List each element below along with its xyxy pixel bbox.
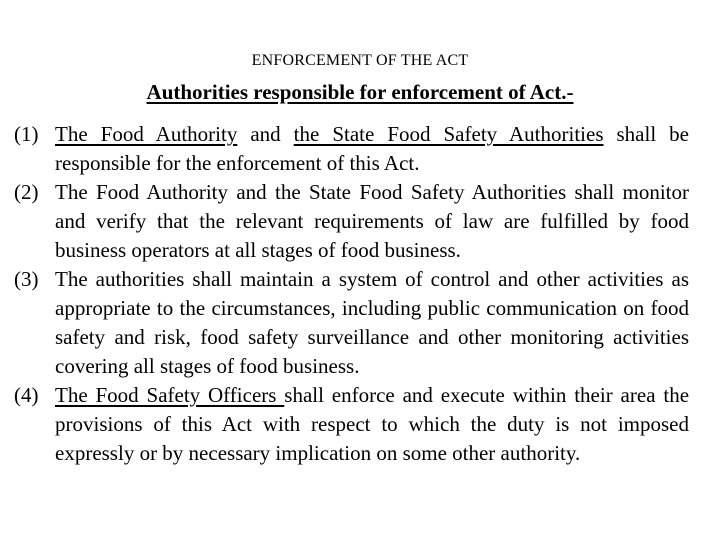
provision-number-1: (1): [14, 122, 39, 146]
provision-list: [14, 120, 689, 468]
document-subheading: Authorities responsible for enforcement of Act.-: [146, 80, 574, 104]
provision-item-1: [14, 120, 689, 178]
document-heading: ENFORCEMENT OF THE ACT: [251, 52, 469, 69]
provision-3-text: The authorities shall maintain a system of control and other activities as appropriate to the circumstances, including public communication on food safety and risk, food safety surveillance and other monitoring activities covering all stages of food business.: [55, 267, 689, 378]
provision-item-2: [14, 178, 689, 265]
provision-number-4: (4): [14, 383, 39, 407]
provision-4-text: shall enforce and execute within their area the provisions of this Act with respect to which the duty is not imposed expressly or by necessary implication on some other authority.: [55, 383, 690, 465]
provision-number-3: (3): [14, 267, 39, 291]
provision-1-text: shall be responsible for the enforcement of this Act.: [55, 122, 689, 175]
food-authority-term: The Food Authority: [55, 122, 238, 146]
provision-item-3: [14, 265, 689, 381]
provision-2-text: The Food Authority and the State Food Safety Authorities shall monitor and verify that the relevant requirements of law are fulfilled by food business operators at all stages of food business.: [55, 180, 689, 262]
provision-number-2: (2): [14, 180, 39, 204]
state-food-safety-authorities-term: the State Food Safety Authorities: [293, 122, 604, 146]
provision-1-connector: and: [237, 122, 294, 146]
provision-item-4: [14, 381, 689, 468]
food-safety-officers-term: The Food Safety Officers: [55, 383, 285, 407]
